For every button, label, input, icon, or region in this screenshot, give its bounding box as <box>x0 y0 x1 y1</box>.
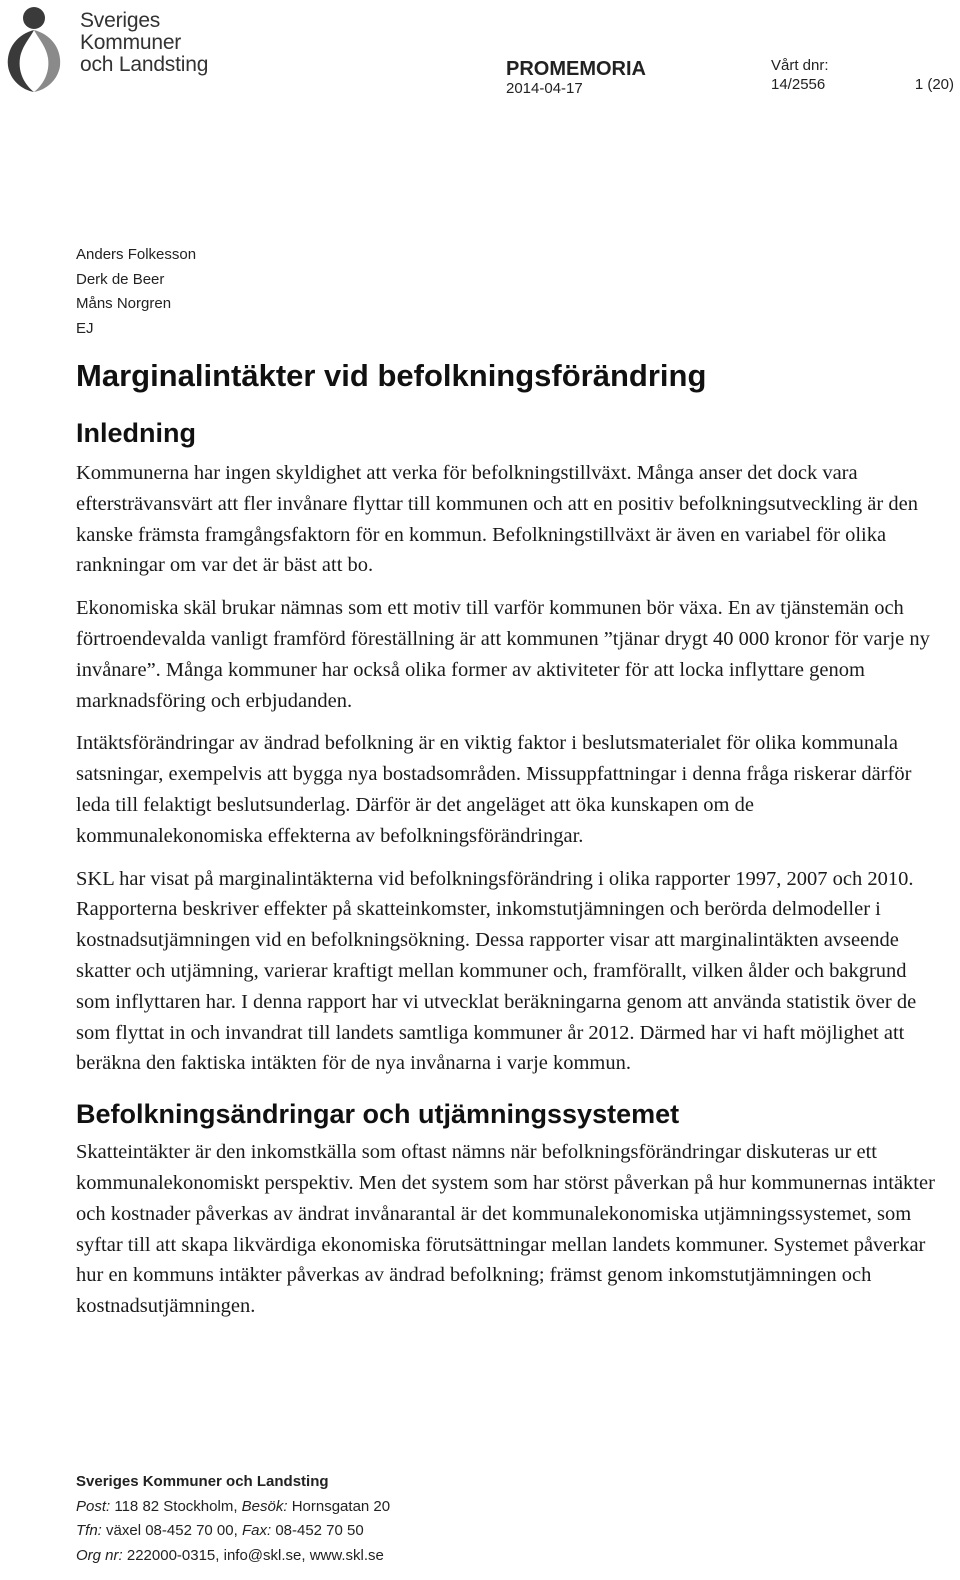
body-paragraph: Intäktsförändringar av ändrad befolkning är en viktig faktor i beslutsmaterialet för olika kommunala satsningar, exempelvis att bygga nya bostadsområden. Missuppfattningar i denna fråga riskerar därför leda till felaktigt beslutsunderlag. Därför är det angeläget att öka kunskapen om de kommunalekonomiska effekterna av befolkningsförändringar. <box>76 732 912 847</box>
body-paragraph: Ekonomiska skäl brukar nämnas som ett motiv till varför kommunen bör växa. En av tjänstemän och förtroendevalda vanligt framförd föreställning är att kommunen ”tjänar drygt 40 000 kronor för varje ny invånare”. Många kommuner har också olika former av aktiviteter för att locka inflyttare genom marknadsföring och erbjudanden. <box>76 597 930 712</box>
footer-value: Hornsgatan 20 <box>291 1497 391 1515</box>
skl-logo <box>0 0 230 96</box>
footer-value: växel 08-452 70 00, <box>106 1522 238 1539</box>
page-footer <box>76 1470 390 1568</box>
footer-value: 222000-0315, info@skl.se, www.skl.se <box>126 1546 384 1564</box>
document-title: Marginalintäkter vid befolkningsförändring <box>76 358 707 393</box>
page-number: 1 (20) <box>914 76 954 93</box>
body-paragraph: Skatteintäkter är den inkomstkälla som oftast nämns när befolkningsförändringar diskuteras ur ett kommunalekonomiskt perspektiv. Men det system som har störst påverkan på hur kommunernas intäkter och kostnader påverkas av ändrat invånarantal är det kommunalekonomiska utjämningssystemet, som syftar till att skapa likvärdiga ekonomiska förutsättningar mellan landets kommuner. Systemet påverkar hur en kommuns intäkter påverkas av ändrad befolkning; främst genom inkomstutjämningen och kostnadsutjämningen. <box>76 1141 935 1318</box>
logo-wordmark <box>80 10 208 76</box>
reference-label: Vårt dnr: <box>771 57 829 74</box>
footer-organization: Sveriges Kommuner och Landsting <box>76 1473 329 1490</box>
author-name: EJ <box>76 319 94 337</box>
author-name: Derk de Beer <box>76 270 165 288</box>
body-paragraph: Kommunerna har ingen skyldighet att verka för befolkningstillväxt. Många anser det dock vara eftersträvansvärt att fler invånare flyttar till kommunen och att en positiv befolkningsutveckling är den kanske främsta framgångsfaktorn för en kommun. Befolkningstillväxt är även en variabel för olika rankningar om var det är bäst att bo. <box>76 462 918 577</box>
footer-label: Besök: <box>241 1497 288 1515</box>
body-paragraph: SKL har visat på marginalintäkterna vid befolkningsförändring i olika rapporter 1997, 2007 och 2010. Rapporterna beskriver effekter på skatteinkomster, inkomstutjämningen och berörda delmodeller i kostnadsutjämningen vid en befolkningsökning. Dessa rapporter visar att marginalintäkten avseende skatter och utjämning, varierar kraftigt mellan kommuner och, framförallt, vilken ålder och bakgrund som inflyttaren har. I denna rapport har vi utvecklat beräkningarna genom att använda statistik över de som flyttat in och invandrat till landets samtliga kommuner år 2012. Därmed har vi haft möjlighet att beräkna den faktiska intäkten för de nya invånarna i varje kommun. <box>76 867 917 1075</box>
footer-value: 08-452 70 50 <box>275 1522 364 1539</box>
skl-emblem-icon <box>0 0 80 96</box>
footer-address <box>76 1495 390 1520</box>
footer-label: Fax: <box>241 1522 272 1539</box>
document-date: 2014-04-17 <box>506 80 583 97</box>
document-type: PROMEMORIA <box>506 58 646 80</box>
author-name: Måns Norgren <box>76 295 172 312</box>
section-heading: Befolkningsändringar och utjämningssystemet <box>76 1099 680 1130</box>
footer-label: Org nr: <box>76 1546 123 1564</box>
logo-line: Sveriges <box>80 9 161 32</box>
logo-line: och Landsting <box>80 53 209 76</box>
footer-label: Tfn: <box>76 1522 102 1539</box>
document-body <box>76 356 936 1334</box>
footer-phone <box>76 1519 390 1544</box>
reference-number: 14/2556 <box>771 76 826 93</box>
footer-orgnr <box>76 1544 390 1569</box>
footer-value: 118 82 Stockholm, <box>114 1497 238 1515</box>
logo-line: Kommuner <box>80 31 182 54</box>
section-heading: Inledning <box>76 418 196 448</box>
footer-label: Post: <box>76 1497 111 1515</box>
author-list <box>76 243 196 341</box>
author-name: Anders Folkesson <box>76 246 197 263</box>
